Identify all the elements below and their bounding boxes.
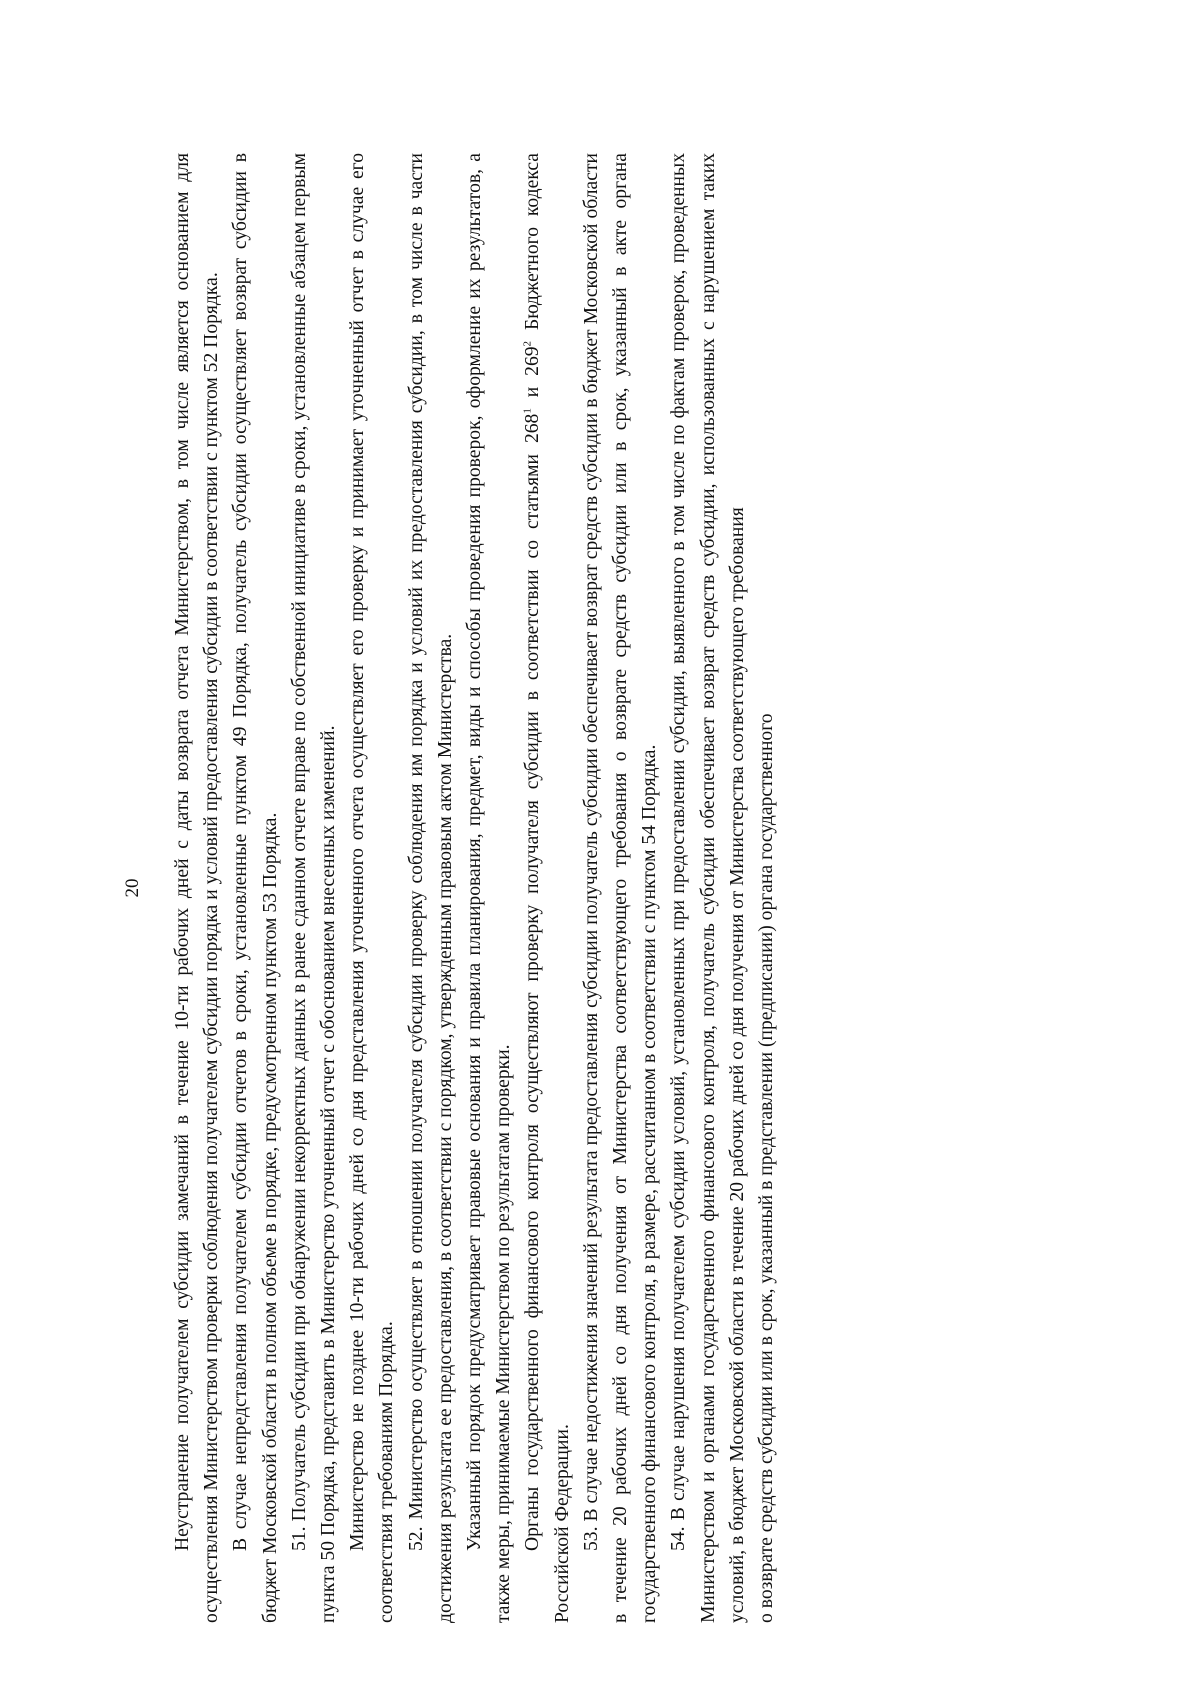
paragraph-budget-code (518, 153, 576, 1623)
text-run: Бюджетного кодекса Российской Федерации. (522, 153, 573, 1623)
paragraph: Министерство не позднее 10-ти рабочих дней со дня представления уточненного отчета осуществляет его проверку и принимает уточненный отчет в случае его соответствия требованиям Порядка. (347, 153, 398, 1623)
page-number: 20 (122, 878, 143, 898)
superscript: 2 (521, 340, 534, 347)
text-run: и 269 (522, 346, 544, 409)
paragraph: В случае непредставления получателем субсидии отчетов в сроки, установленные пунктом 49 Порядка, получатель субсидии осуществляет возврат субсидии в бюджет Московской области в полном объеме в порядке, предусмотренном пунктом 53 Порядка. (230, 153, 281, 1623)
paragraph-52: 52. Министерство осуществляет в отношении получателя субсидии проверку соблюдения им порядка и условий их предоставления субсидии, в том числе в части достижения результата ее предоставления, в соответствии с порядком, утвержденным правовым актом Министерства. (405, 153, 456, 1623)
paragraph-53: 53. В случае недостижения значений результата предоставления субсидии получатель субсидии обеспечивает возврат средств субсидии в бюджет Московской области в течение 20 рабочих дней со дня получения от Министерства соответствующего требования о возврате средств субсидии или в срок, указанный в акте органа государственного финансового контроля, в размере, рассчитанном в соответствии с пунктом 54 Порядка. (580, 153, 661, 1623)
paragraph-51: 51. Получатель субсидии при обнаружении некорректных данных в ранее сданном отчете вправе по собственной инициативе в сроки, установленные абзацем первым пункта 50 Порядка, представить в Министерство уточненный отчет с обоснованием внесенных изменений. (288, 153, 340, 1623)
paragraph: Указанный порядок предусматривает правовые основания и правила планирования, предмет, виды и способы проведения проверок, оформление их результатов, а также меры, принимаемые Министерством по результатам проверки. (464, 153, 515, 1623)
rotated-page-content (118, 153, 1068, 1623)
paragraph-continuation: о возврате средств субсидии или в срок, указанный в представлении (предписании) органа государственного (756, 713, 778, 1623)
superscript: 1 (521, 408, 534, 414)
paragraph-54: 54. В случае нарушения получателем субсидии условий, установленных при предоставлении субсидии, выявленного в том числе по фактам проверок, проведенных Министерством и органами государственного финансового контроля, получатель субсидии обеспечивает возврат средств субсидии, использованных с нарушением таких условий, в бюджет Московской области в течение 20 рабочих дней со дня получения от Министерства соответствующего требования (668, 153, 748, 1623)
paragraph: Неустранение получателем субсидии замечаний в течение 10-ти рабочих дней с даты возврата отчета Министерством, в том числе является основанием для осуществления Министерством проверки соблюдения получателем субсидии порядка и условий предоставления субсидии в соответствии с пунктом 52 Порядка. (172, 153, 223, 1623)
text-run: Органы государственного финансового контроля осуществляют проверку получателя субсидии в соответствии со статьями 268 (522, 413, 544, 1551)
